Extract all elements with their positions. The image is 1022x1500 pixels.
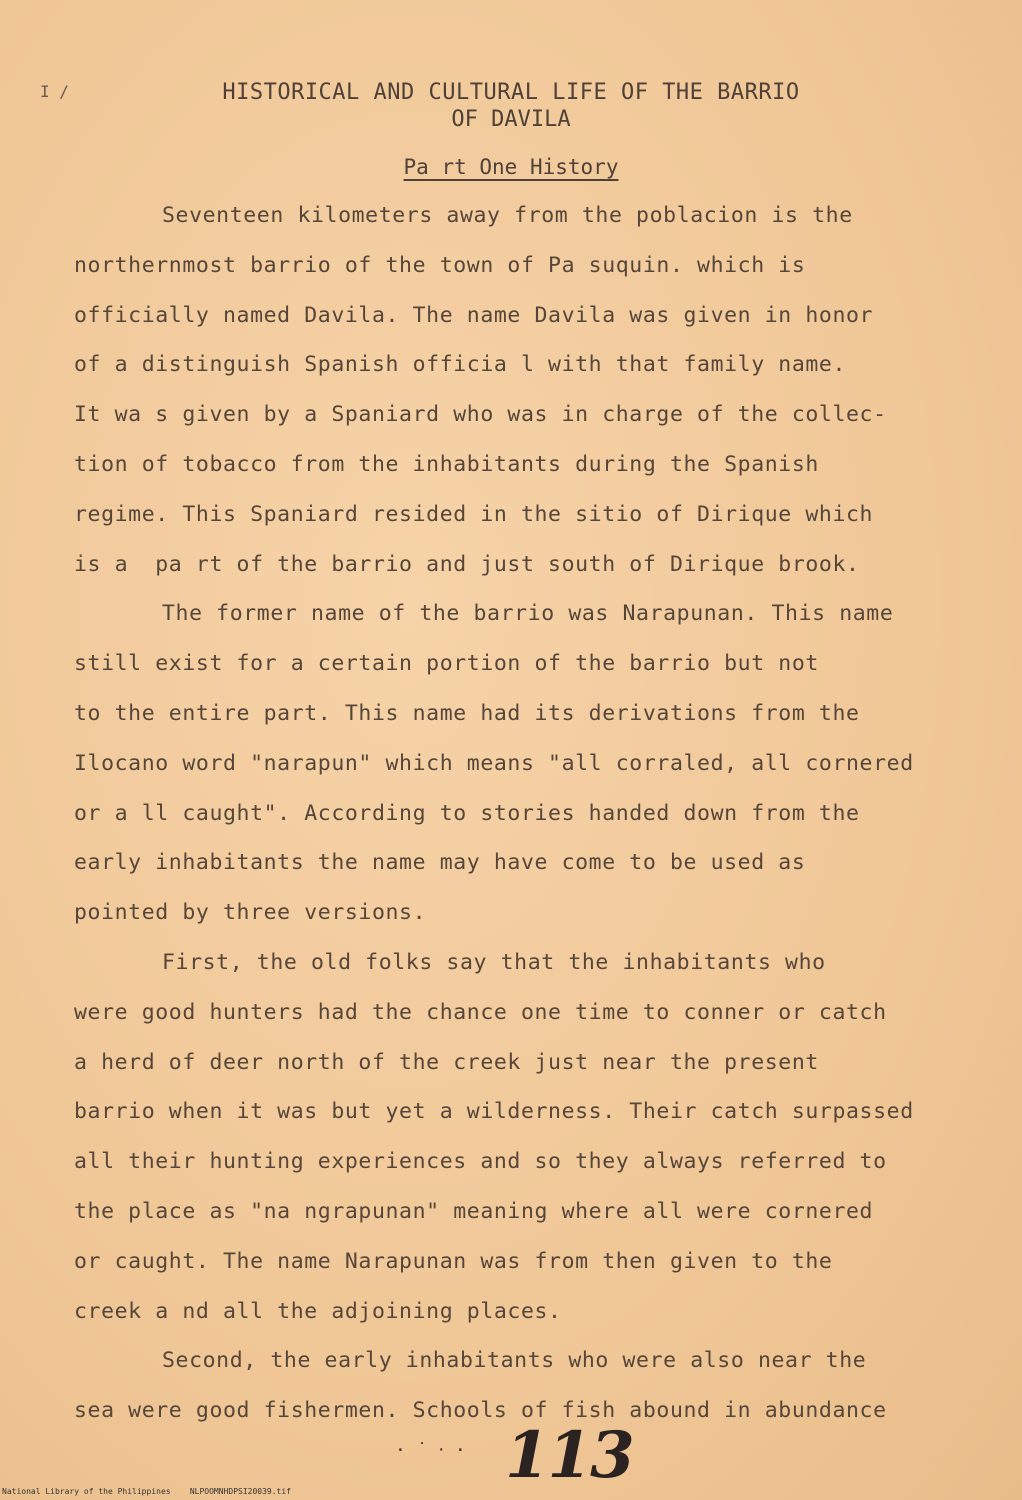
text-line: It wa s given by a Spaniard who was in charge of the collec- [74, 402, 887, 427]
text-line: Second, the early inhabitants who were also near the [162, 1348, 867, 1373]
page-number: 113 [505, 1418, 633, 1493]
text-line: of a distinguish Spanish officia l with that family name. [74, 352, 847, 377]
archive-footer: National Library of the Philippines NLPOOMNHDPSI20039.tif [2, 1487, 291, 1496]
text-line: regime. This Spaniard resided in the sitio of Dirique which [74, 502, 874, 527]
text-line: is a pa rt of the barrio and just south of Dirique brook. [74, 552, 860, 577]
text-line: Ilocano word "narapun" which means "all corraled, all cornered [74, 751, 914, 776]
document-subtitle: OF DAVILA [451, 107, 571, 132]
text-line: a herd of deer north of the creek just near the present [74, 1050, 819, 1075]
margin-marks: I / [40, 82, 69, 101]
text-line: officially named Davila. The name Davila was given in honor [74, 303, 874, 328]
text-line: all their hunting experiences and so they always referred to [74, 1149, 887, 1174]
text-line: sea were good fishermen. Schools of fish abound in abundance [74, 1398, 887, 1423]
part-heading [0, 155, 1022, 179]
text-line: or a ll caught". According to stories handed down from the [74, 801, 860, 826]
text-line: creek a nd all the adjoining places. [74, 1299, 562, 1324]
text-line: Seventeen kilometers away from the poblacion is the [162, 203, 853, 228]
document-title: HISTORICAL AND CULTURAL LIFE OF THE BARRIO [222, 80, 800, 105]
part-heading-text: Pa rt One History [403, 155, 619, 179]
text-line: tion of tobacco from the inhabitants during the Spanish [74, 452, 819, 477]
text-line: The former name of the barrio was Narapunan. This name [162, 601, 894, 626]
text-line: early inhabitants the name may have come to be used as [74, 850, 806, 875]
text-line: northernmost barrio of the town of Pa suquin. which is [74, 253, 806, 278]
text-line: still exist for a certain portion of the barrio but not [74, 651, 819, 676]
text-line: pointed by three versions. [74, 900, 427, 925]
stray-marks: · ˙ ‧ · [395, 1440, 466, 1461]
text-line: First, the old folks say that the inhabitants who [162, 950, 826, 975]
text-line: barrio when it was but yet a wilderness. Their catch surpassed [74, 1099, 914, 1124]
text-line: or caught. The name Narapunan was from then given to the [74, 1249, 833, 1274]
text-line: to the entire part. This name had its derivations from the [74, 701, 860, 726]
text-line: were good hunters had the chance one time to conner or catch [74, 1000, 887, 1025]
text-line: the place as "na ngrapunan" meaning where all were cornered [74, 1199, 874, 1224]
